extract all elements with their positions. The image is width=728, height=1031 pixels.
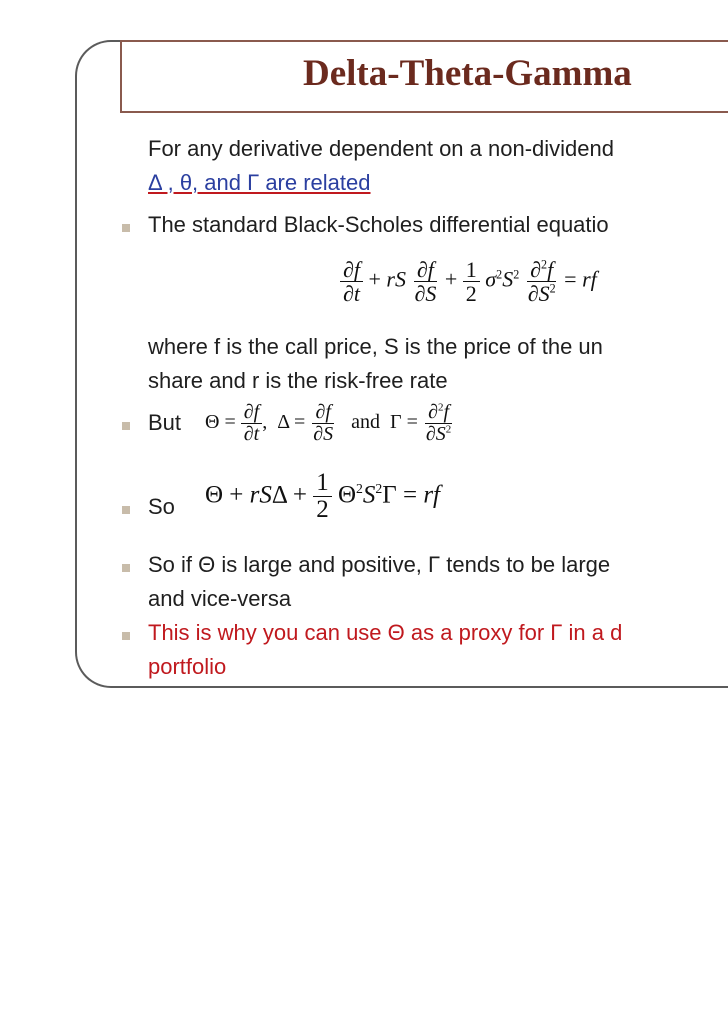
where-line-1: where f is the call price, S is the price of the un <box>148 334 603 359</box>
bullet-marker <box>122 564 130 572</box>
but-label: But <box>148 410 182 435</box>
bullet-marker <box>122 506 130 514</box>
bullet-marker <box>122 422 130 430</box>
where-line-2: share and r is the risk-free rate <box>148 368 448 393</box>
bullet-proxy: This is why you can use Θ as a proxy for Γ in a d <box>148 620 623 645</box>
slide-title: Delta-Theta-Gamma <box>303 53 632 94</box>
so-label: So <box>148 494 175 519</box>
greek-definitions: Θ = $\frac{\partial f}{\partial t}$ , Δ = $\frac{\partial f}{\partial S}$ and Γ = $\frac{\partial^2f}{\partial S^2}$ <box>205 401 452 445</box>
bullet-proxy-cont: portfolio <box>148 654 227 679</box>
bullet-marker <box>122 224 130 232</box>
bullet-theta-large-cont: and vice-versa <box>148 586 292 611</box>
black-scholes-equation: $\frac{\partial f}{\partial t}$ + rS $\frac{\partial f}{\partial S}$ + $\frac{1}{2}$ $\sigma^2S^2$ $\frac{\partial^2f}{\partial S^2}$ = rf <box>340 258 597 305</box>
intro-line-2: Δ , θ, and Γ are related <box>148 170 371 195</box>
and-word: and <box>351 411 381 434</box>
intro-line-1: For any derivative dependent on a non-dividend <box>148 136 614 161</box>
bullet-marker <box>122 632 130 640</box>
theta-gamma-relation: Θ + rSΔ + $\frac{1}{2}$ $\Theta^2S^2\Gamma$ = rf <box>205 469 440 524</box>
bullet-black-scholes: The standard Black-Scholes differential equatio <box>148 212 609 237</box>
bullet-theta-large: So if Θ is large and positive, Γ tends to be large <box>148 552 611 577</box>
